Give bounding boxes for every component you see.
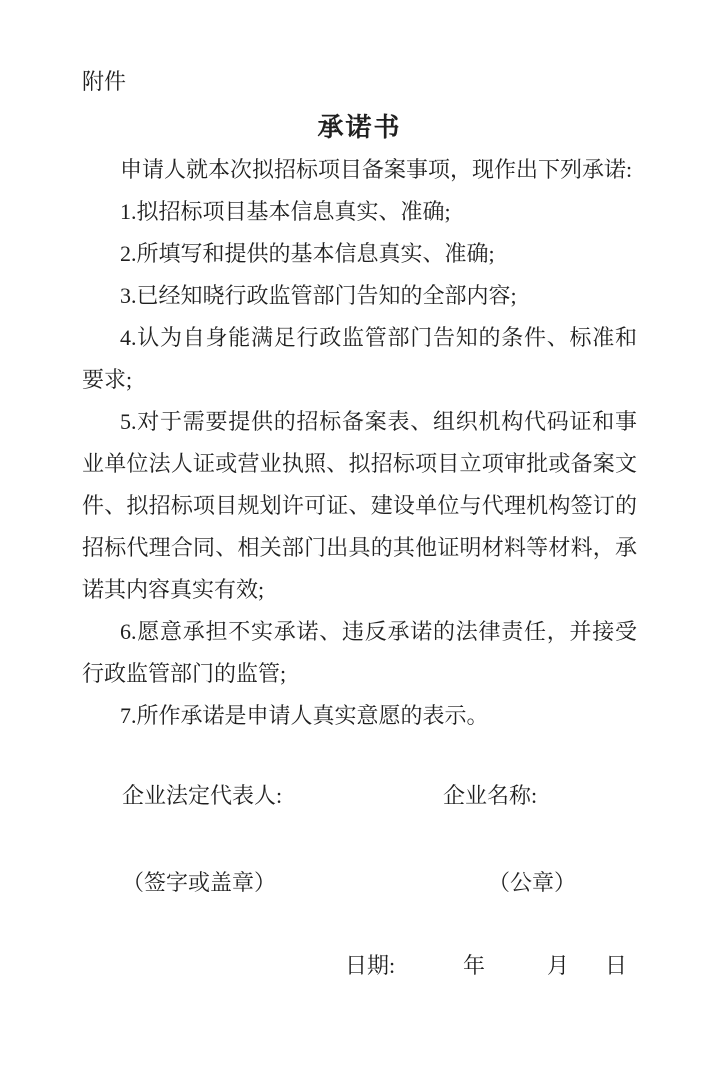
official-seal-label: （公章） — [488, 870, 577, 895]
commitment-item-2: 2.所填写和提供的基本信息真实、准确; — [120, 241, 495, 266]
seal-row — [82, 862, 637, 904]
sign-or-seal-label: （签字或盖章） — [122, 870, 277, 895]
intro-paragraph: 申请人就本次拟招标项目备案事项，现作出下列承诺: — [120, 157, 633, 182]
commitment-item-7: 7.所作承诺是申请人真实意愿的表示。 — [120, 703, 489, 728]
month-label: 月 — [547, 953, 570, 978]
date-row — [82, 945, 637, 987]
legal-representative-label: 企业法定代表人: — [122, 783, 283, 808]
commitment-item-5: 5.对于需要提供的招标备案表、组织机构代码证和事业单位法人证或营业执照、拟招标项目立项审批或备案文件、拟招标项目规划许可证、建设单位与代理机构签订的招标代理合同、相关部门出具的其他证明材料等材料，承诺其内容真实有效; — [82, 409, 637, 602]
commitment-item-1: 1.拟招标项目基本信息真实、准确; — [120, 199, 451, 224]
date-label: 日期: — [345, 953, 396, 978]
day-label: 日 — [605, 953, 628, 978]
page-title: 承诺书 — [317, 113, 402, 142]
signature-row — [82, 775, 637, 817]
commitment-item-3: 3.已经知晓行政监管部门告知的全部内容; — [120, 283, 517, 308]
commitment-item-6: 6.愿意承担不实承诺、违反承诺的法律责任，并接受行政监管部门的监管; — [82, 619, 637, 686]
year-label: 年 — [463, 953, 486, 978]
company-name-label: 企业名称: — [443, 783, 538, 808]
attachment-label: 附件 — [82, 69, 127, 94]
commitment-item-4: 4.认为自身能满足行政监管部门告知的条件、标准和要求; — [82, 325, 637, 392]
